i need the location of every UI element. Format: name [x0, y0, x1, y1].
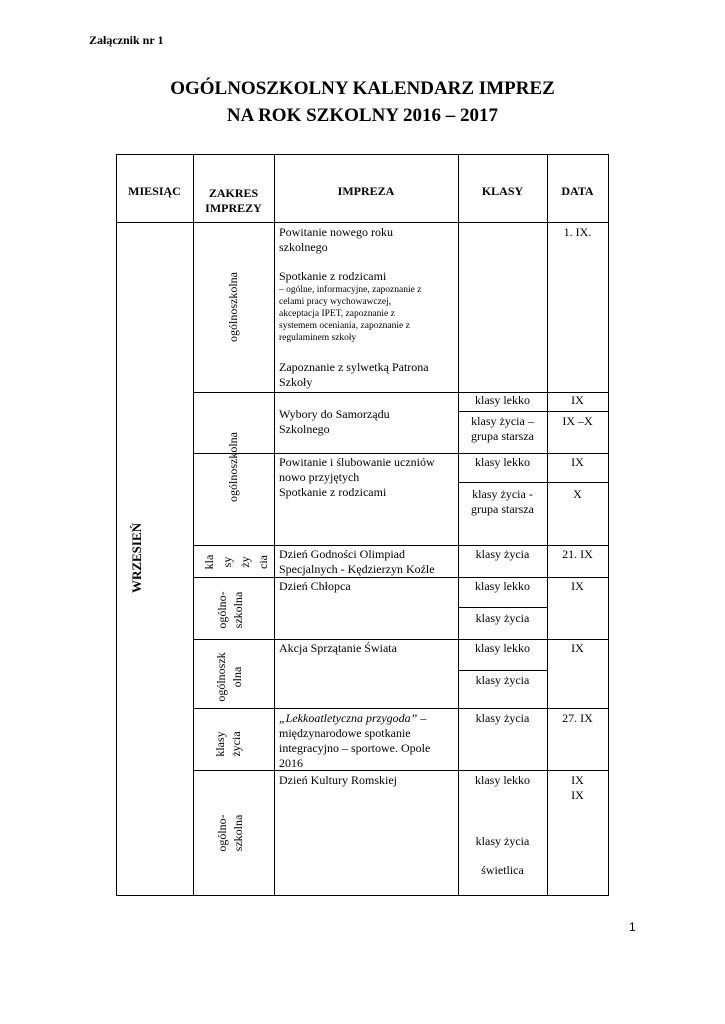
header-scope-2: IMPREZY — [205, 201, 262, 215]
subrow-line — [458, 411, 608, 412]
scope-label: szkolna — [231, 814, 245, 852]
table-border-top — [116, 154, 608, 155]
classes-cell: klasy życia — [475, 673, 530, 687]
event-text: integracyjno – sportowe. Opole — [279, 741, 431, 755]
header-classes: KLASY — [481, 184, 524, 198]
table-border-left — [116, 154, 117, 896]
classes-cell: grupa starsza — [471, 429, 534, 443]
event-text — [279, 711, 426, 726]
table-border-right — [608, 154, 609, 896]
scope-label: cia — [256, 555, 270, 569]
event-text: Szkoły — [279, 375, 313, 389]
scope-label: życia — [229, 731, 243, 757]
event-detail: akceptacja IPET, zapoznanie z — [279, 309, 395, 319]
date-cell: X — [573, 487, 582, 501]
document-title-line-2: NA ROK SZKOLNY 2016 – 2017 — [226, 105, 499, 126]
event-text: Spotkanie z rodzicami — [279, 485, 387, 499]
event-text: Specjalnych - Kędzierzyn Koźle — [279, 562, 435, 576]
header-event: IMPREZA — [337, 184, 395, 198]
event-detail: regulaminem szkoły — [279, 333, 357, 343]
event-text: Powitanie nowego roku — [279, 225, 393, 239]
scope-label: ogólno- — [215, 591, 229, 629]
document-title-line-1: OGÓLNOSZKOLNY KALENDARZ IMPREZ — [170, 78, 555, 99]
scope-label: kla — [202, 554, 216, 570]
event-text: 2016 — [279, 756, 303, 770]
row-line-3 — [193, 545, 608, 546]
row-line-4 — [193, 577, 608, 578]
table-border-bottom — [116, 895, 608, 896]
date-cell: 27. IX — [562, 711, 593, 725]
classes-cell: klasy lekko — [475, 393, 530, 407]
event-text: szkolnego — [279, 240, 328, 254]
attachment-label: Załącznik nr 1 — [89, 33, 164, 47]
row-line-2 — [193, 453, 608, 454]
date-cell: IX — [571, 773, 584, 787]
subrow-line — [458, 482, 608, 483]
date-cell: IX — [571, 641, 584, 655]
scope-label: sy — [220, 556, 234, 568]
event-text: Akcja Sprzątanie Świata — [279, 641, 397, 655]
event-title-italic: „Lekkoatletyczna przygoda” — [279, 711, 418, 725]
date-cell: 21. IX — [562, 547, 593, 561]
classes-cell: grupa starsza — [471, 502, 534, 516]
scope-label: szkolna — [231, 591, 245, 629]
classes-cell: klasy życia - — [472, 487, 533, 501]
scope-label: ży — [238, 556, 252, 568]
subrow-line — [458, 670, 547, 671]
header-bottom-line — [116, 222, 608, 223]
header-date: DATA — [561, 184, 594, 198]
classes-cell: klasy lekko — [475, 579, 530, 593]
classes-cell: klasy życia – — [471, 414, 534, 428]
scope-label: olna — [230, 666, 244, 688]
event-text: międzynarodowe spotkanie — [279, 726, 411, 740]
classes-cell: klasy życia — [475, 711, 530, 725]
classes-cell: klasy lekko — [475, 455, 530, 469]
event-detail: – ogólne, informacyjne, zapoznanie z — [279, 285, 422, 295]
event-text: Szkolnego — [279, 422, 330, 436]
event-text: Dzień Kultury Romskiej — [279, 773, 397, 787]
date-cell: IX –X — [562, 414, 593, 428]
event-dash: – — [417, 711, 427, 725]
row-line-5 — [193, 639, 608, 640]
event-text: Dzień Chłopca — [279, 579, 351, 593]
page-number: 1 — [629, 920, 636, 934]
header-scope-1: ZAKRES — [208, 186, 259, 200]
event-text: Dzień Godności Olimpiad — [279, 547, 405, 561]
event-text: Zapoznanie z sylwetką Patrona — [279, 360, 429, 374]
date-cell: IX — [571, 579, 584, 593]
col-line-2 — [274, 154, 275, 896]
month-label: WRZESIEŃ — [129, 522, 144, 594]
classes-cell: świetlica — [481, 863, 524, 877]
classes-cell: klasy życia — [475, 547, 530, 561]
event-text: nowo przyjętych — [279, 470, 360, 484]
event-text: Wybory do Samorządu — [279, 407, 390, 421]
classes-cell: klasy życia — [475, 834, 530, 848]
date-cell: IX — [571, 788, 584, 802]
classes-cell: klasy życia — [475, 611, 530, 625]
event-text: Spotkanie z rodzicami — [279, 269, 387, 283]
event-text: Powitanie i ślubowanie uczniów — [279, 455, 435, 469]
date-cell: IX — [571, 455, 584, 469]
scope-label: ogólno- — [215, 814, 229, 852]
scope-label: ogólnoszkolna — [226, 272, 240, 342]
header-month: MIESIĄC — [128, 184, 181, 198]
classes-cell: klasy lekko — [475, 641, 530, 655]
event-detail: systemem oceniania, zapoznanie z — [279, 321, 410, 331]
col-line-1 — [193, 154, 194, 896]
row-line-7 — [193, 770, 608, 771]
event-detail: celami pracy wychowawczej, — [279, 297, 392, 307]
scope-label: ogólnoszk — [214, 652, 228, 702]
date-cell: IX — [571, 393, 584, 407]
subrow-line — [458, 607, 547, 608]
date-cell: 1. IX. — [563, 225, 592, 239]
scope-label: klasy — [213, 731, 227, 757]
classes-cell: klasy lekko — [475, 773, 530, 787]
row-line-6 — [193, 708, 608, 709]
scope-label: ogólnoszkolna — [226, 432, 240, 502]
